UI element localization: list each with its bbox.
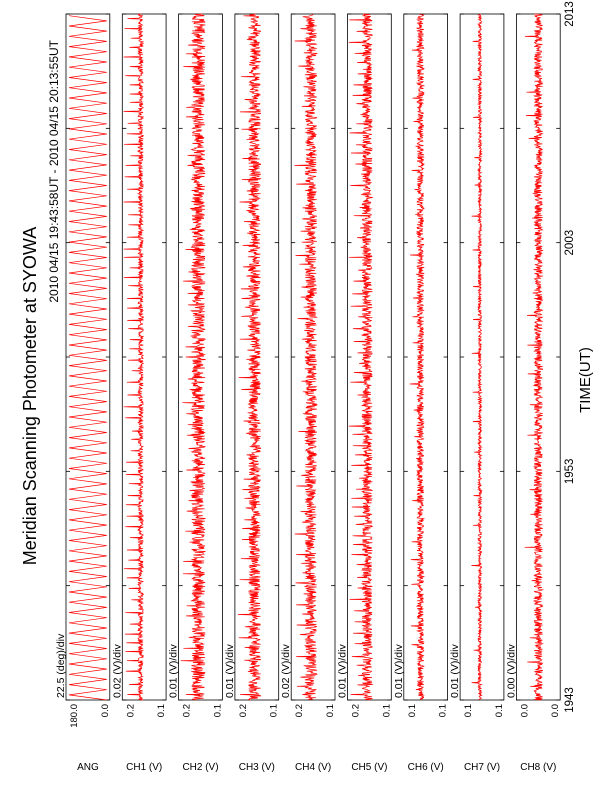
panel-scale-label: 0.02 (V)/div — [111, 644, 124, 698]
panel-scale-label: 22.5 (deg)/div — [55, 633, 67, 698]
panel-frame — [179, 14, 223, 700]
panel-frame — [404, 14, 448, 700]
panel-5 — [280, 14, 336, 773]
series-trace — [295, 14, 318, 700]
panel-channel-label: CH6 (V) — [407, 762, 444, 773]
series-trace — [410, 14, 424, 700]
panel-scale-label: 0.01 (V)/div — [223, 644, 236, 698]
y-tick-label: 0.1 — [406, 704, 418, 718]
panel-4 — [224, 14, 280, 773]
y-tick-label: 180.0 — [69, 704, 80, 728]
x-axis-label: TIME(UT) — [577, 347, 594, 413]
panel-channel-label: CH3 (V) — [238, 762, 275, 773]
y-tick-label: 0.1 — [437, 704, 449, 718]
y-tick-label: 0.0 — [519, 704, 531, 718]
y-tick-label: 0.1 — [268, 704, 280, 718]
panel-channel-label: CH2 (V) — [182, 762, 219, 773]
y-tick-label: 0.2 — [181, 704, 193, 718]
panel-1 — [55, 14, 111, 773]
panel-channel-label: ANG — [77, 762, 99, 773]
series-trace — [349, 14, 373, 700]
x-tick-label: 1953 — [564, 458, 577, 485]
panel-frame — [348, 14, 392, 700]
panel-channel-label: CH4 (V) — [295, 762, 332, 773]
series-trace — [124, 14, 144, 700]
panel-8 — [449, 14, 505, 773]
panel-scale-label: 0.01 (V)/div — [392, 644, 405, 698]
panel-scale-label: 0.00 (V)/div — [505, 644, 518, 698]
y-tick-label: 0.2 — [125, 704, 137, 718]
panel-channel-label: CH7 (V) — [463, 762, 501, 773]
x-tick-label: 2003 — [564, 229, 577, 256]
y-tick-label: 0.1 — [463, 704, 475, 718]
panel-scale-label: 0.01 (V)/div — [336, 644, 349, 698]
x-tick-label: 1943 — [564, 687, 577, 713]
series-trace — [69, 16, 107, 700]
panel-frame — [122, 14, 166, 700]
y-tick-label: 0.1 — [325, 704, 336, 718]
y-tick-label: 0.1 — [212, 704, 224, 718]
time-range: 2010 04/15 19:43:58UT - 2010 04/15 20:13:55UT — [47, 40, 61, 303]
panel-3 — [168, 14, 224, 773]
panel-frame — [66, 14, 110, 700]
y-tick-label: 0.0 — [99, 704, 111, 718]
series-trace — [525, 14, 543, 700]
figure-title: Meridian Scanning Photometer at SYOWA — [20, 226, 40, 566]
y-tick-label: 0.1 — [493, 704, 505, 718]
y-tick-label: 0.0 — [550, 704, 562, 718]
y-tick-label: 0.2 — [237, 704, 249, 718]
series-trace — [181, 14, 206, 700]
panel-scale-label: 0.01 (V)/div — [449, 644, 462, 698]
panel-7 — [393, 14, 449, 773]
panel-9 — [505, 14, 561, 773]
series-trace — [238, 14, 261, 700]
panel-scale-label: 0.02 (V)/div — [280, 644, 293, 698]
x-tick-label: 2013 — [564, 1, 577, 27]
panel-channel-label: CH5 (V) — [351, 762, 388, 773]
y-tick-label: 0.1 — [156, 704, 168, 718]
panel-2 — [111, 14, 167, 773]
panel-6 — [337, 14, 393, 773]
y-tick-label: 0.1 — [381, 704, 393, 718]
panel-channel-label: CH8 (V) — [520, 762, 557, 773]
series-trace — [471, 14, 481, 700]
panel-scale-label: 0.01 (V)/div — [167, 644, 180, 698]
y-tick-label: 0.2 — [294, 704, 306, 718]
panels — [55, 14, 561, 773]
x-tick-labels — [564, 1, 576, 713]
panel-channel-label: CH1 (V) — [126, 762, 163, 773]
y-tick-label: 0.2 — [350, 704, 362, 718]
